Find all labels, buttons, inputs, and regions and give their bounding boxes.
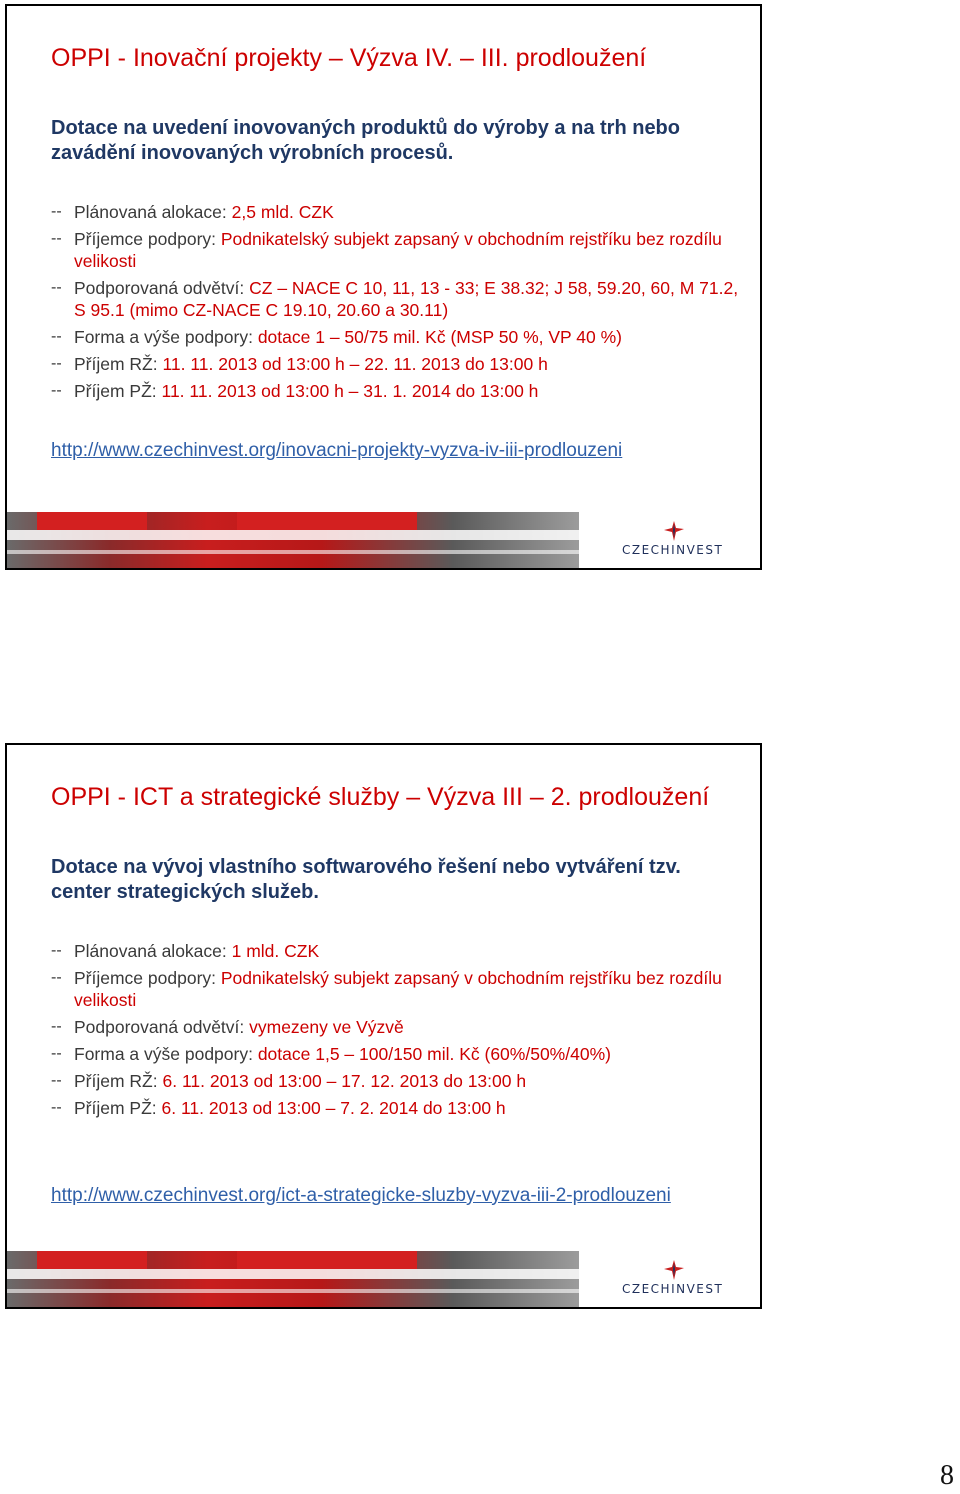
footer-banner-image <box>7 512 579 568</box>
banner-block <box>37 512 147 530</box>
bullet-value: dotace 1,5 – 100/150 mil. Kč (60%/50%/40%) <box>257 1044 611 1064</box>
slide-1 <box>5 4 762 570</box>
bullet-value: 11. 11. 2013 od 13:00 h – 22. 11. 2013 do 13:00 h <box>162 354 548 374</box>
bullet-value: vymezeny ve Výzvě <box>249 1017 404 1037</box>
list-item <box>51 1016 751 1038</box>
bullet-label: Příjemce podpory: <box>74 968 221 988</box>
list-item <box>51 940 751 962</box>
list-item <box>51 1070 751 1092</box>
bullet-label: Forma a výše podpory: <box>74 327 258 347</box>
czechinvest-logo-icon <box>662 1259 686 1281</box>
list-item <box>51 380 751 402</box>
slide-title: OPPI - Inovační projekty – Výzva IV. – III. prodloužení <box>51 44 647 72</box>
bullet-label: Forma a výše podpory: <box>74 1044 258 1064</box>
bullet-dash: -- <box>51 328 62 345</box>
slide-footer <box>7 1251 760 1307</box>
bullet-value: CZ – NACE C 10, 11, 13 - 33; E 38.32; J 58, 59.20, 60, M 71.2, S 95.1 (mimo CZ-NACE C 19.10, 20.60 a 30.11) <box>74 278 739 320</box>
bullet-label: Příjemce podpory: <box>74 229 221 249</box>
bullet-value: 6. 11. 2013 od 13:00 – 17. 12. 2013 do 13:00 h <box>162 1071 527 1091</box>
banner-block <box>237 512 417 530</box>
slide-subtitle: Dotace na vývoj vlastního softwarového řešení nebo vytváření tzv. center strategických služeb. <box>51 856 681 903</box>
bullet-dash: -- <box>51 1018 62 1035</box>
banner-stripe <box>7 1269 579 1279</box>
czechinvest-link[interactable]: http://www.czechinvest.org/inovacni-projekty-vyzva-iv-iii-prodlouzeni <box>51 440 623 461</box>
czechinvest-logo <box>622 1259 732 1299</box>
bullet-value: 11. 11. 2013 od 13:00 h – 31. 1. 2014 do 13:00 h <box>161 381 539 401</box>
bullet-value: dotace 1 – 50/75 mil. Kč (MSP 50 %, VP 40 %) <box>257 327 622 347</box>
slide-2 <box>5 743 762 1309</box>
list-item <box>51 326 751 348</box>
list-item <box>51 201 751 223</box>
bullet-label: Plánovaná alokace: <box>74 202 232 222</box>
bullet-dash: -- <box>51 382 62 399</box>
bullet-value: 6. 11. 2013 od 13:00 – 7. 2. 2014 do 13:00 h <box>161 1098 506 1118</box>
list-item <box>51 353 751 375</box>
bullet-value: Podnikatelský subjekt zapsaný v obchodním rejstříku bez rozdílu velikosti <box>74 229 722 271</box>
czechinvest-link[interactable]: http://www.czechinvest.org/ict-a-strategicke-sluzby-vyzva-iii-2-prodlouzeni <box>51 1185 671 1206</box>
bullet-list <box>51 940 751 1124</box>
bullet-dash: -- <box>51 230 62 247</box>
bullet-label: Příjem PŽ: <box>74 1098 162 1118</box>
page-number: 8 <box>940 1460 954 1491</box>
footer-banner-image <box>7 1251 579 1307</box>
banner-block <box>37 1251 147 1269</box>
bullet-label: Příjem RŽ: <box>74 354 163 374</box>
bullet-dash: -- <box>51 1072 62 1089</box>
logo-text: CZECHINVEST <box>622 543 724 557</box>
list-item <box>51 277 751 321</box>
list-item <box>51 1043 751 1065</box>
bullet-label: Podporovaná odvětví: <box>74 1017 250 1037</box>
bullet-dash: -- <box>51 355 62 372</box>
banner-stripe <box>7 1289 579 1293</box>
czechinvest-logo <box>622 520 732 560</box>
slide-title: OPPI - ICT a strategické služby – Výzva III – 2. prodloužení <box>51 783 710 811</box>
bullet-label: Příjem PŽ: <box>74 381 162 401</box>
bullet-label: Plánovaná alokace: <box>74 941 232 961</box>
bullet-value: Podnikatelský subjekt zapsaný v obchodním rejstříku bez rozdílu velikosti <box>74 968 722 1010</box>
slide-footer <box>7 512 760 568</box>
list-item <box>51 1097 751 1119</box>
list-item <box>51 967 751 1011</box>
list-item <box>51 228 751 272</box>
bullet-list <box>51 201 751 407</box>
slide-subtitle: Dotace na uvedení inovovaných produktů do výroby a na trh nebo zavádění inovovaných výrobních procesů. <box>51 117 680 164</box>
banner-block <box>237 1251 417 1269</box>
bullet-dash: -- <box>51 1045 62 1062</box>
bullet-label: Podporovaná odvětví: <box>74 278 250 298</box>
banner-stripe <box>7 550 579 554</box>
bullet-value: 2,5 mld. CZK <box>231 202 334 222</box>
logo-text: CZECHINVEST <box>622 1282 724 1296</box>
bullet-dash: -- <box>51 203 62 220</box>
banner-stripe <box>7 530 579 540</box>
bullet-dash: -- <box>51 1099 62 1116</box>
bullet-label: Příjem RŽ: <box>74 1071 163 1091</box>
bullet-dash: -- <box>51 969 62 986</box>
bullet-dash: -- <box>51 279 62 296</box>
bullet-dash: -- <box>51 942 62 959</box>
czechinvest-logo-icon <box>662 520 686 542</box>
bullet-value: 1 mld. CZK <box>231 941 320 961</box>
